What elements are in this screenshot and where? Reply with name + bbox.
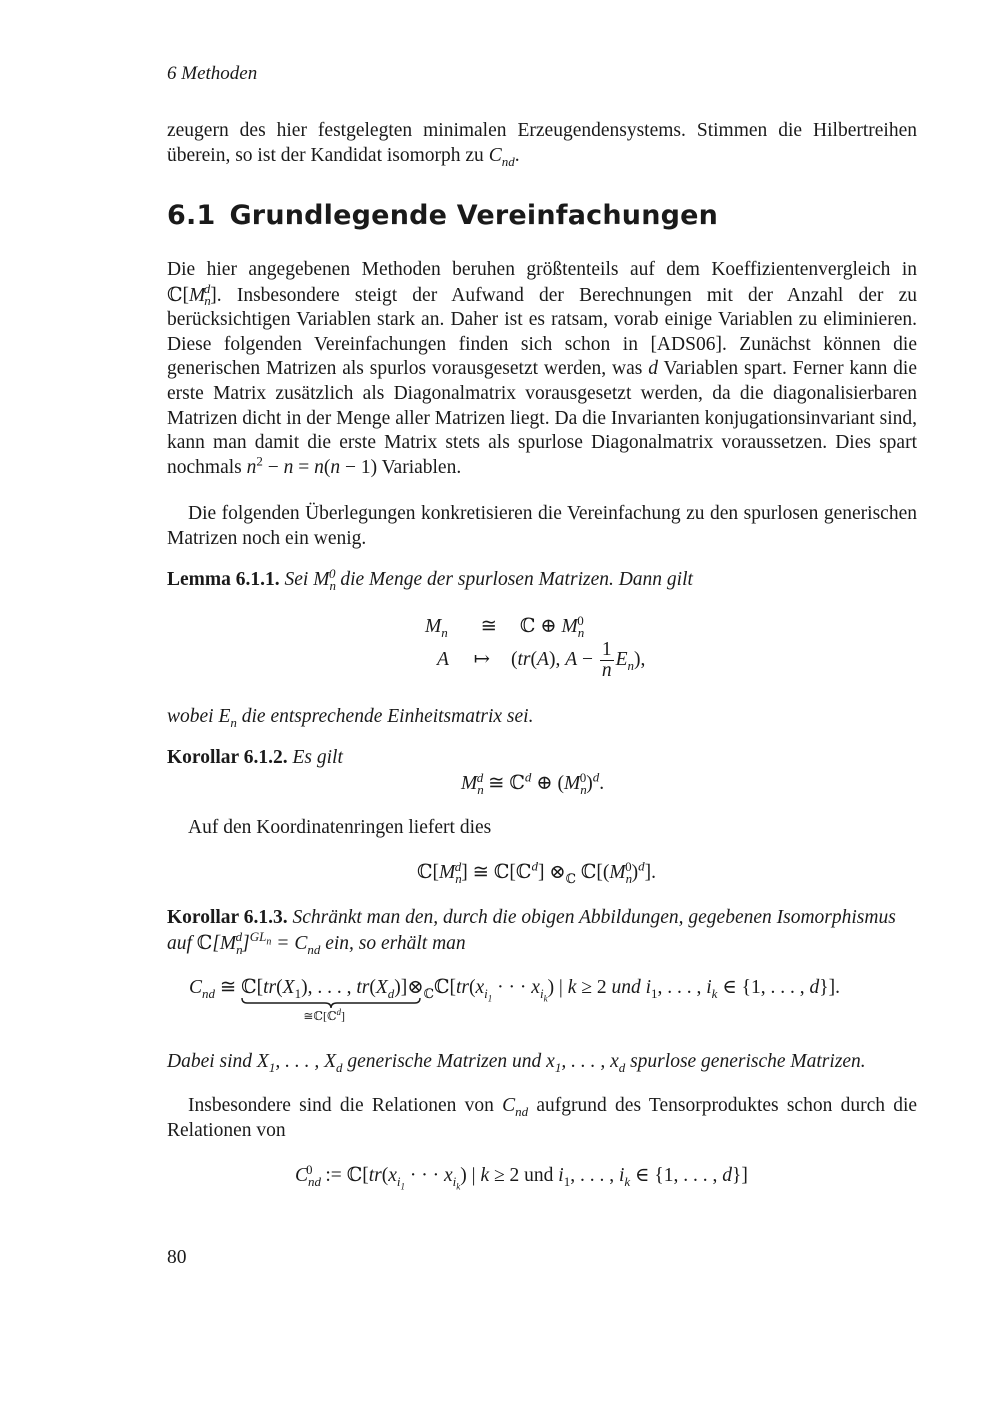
- page-number: 80: [167, 1247, 187, 1268]
- intro-paragraph: zeugern des hier festgelegten minimalen Erzeugendensystems. Stimmen die Hilbertreihen überein, so ist der Kandidat isomorph zu $C_{nd}$.: [167, 120, 917, 169]
- korollar-continuation: Dabei sind $X_1$, . . . , $X_d$ generische Matrizen und $x_1$, . . . , $x_d$ spurlose generische Matrizen.: [167, 1051, 866, 1075]
- korollar-6-1-3: Korollar 6.1.3. Schränkt man den, durch die obigen Abbildungen, gegebenen Isomorphismus auf $ℂ[M_n^d]^{GL_n} = C_{nd}$ ein, so erhält man: [167, 907, 896, 957]
- section-heading: [167, 200, 917, 231]
- equation-cnd0: $C_{nd}^0$ := $ℂ[tr(x_{i_1}$ · · · $x_{i_k}$) | k ≥ 2 und $i_1$, . . . , $i_k$ ∈ {1, . . . , d}]: [295, 1161, 748, 1192]
- paragraph-relations: Insbesondere sind die Relationen von $C_{nd}$ aufgrund des Tensorproduktes schon durch die Relationen von: [167, 1095, 918, 1141]
- underbrace-group: $ℂ[tr(X_1)$, . . . , $tr(X_d)$] ≅ℂ[ℂ$^d$]: [241, 975, 407, 999]
- equation-mn-iso: $M_n$ ≅ ℂ ⊕ $M_n^0$: [425, 612, 585, 640]
- equation-a-map: A ↦ (tr(A), A − $\frac{1}{n}$ $E_n$),: [437, 639, 646, 681]
- running-head: 6 Methoden: [167, 63, 258, 84]
- paragraph-coordinate-rings: Auf den Koordinatenringen liefert dies: [188, 817, 492, 838]
- paragraph-overview: Die folgenden Überlegungen konkretisieren die Vereinfachung zu den spurlosen generischen Matrizen noch ein wenig.: [167, 503, 917, 549]
- korollar-label: Korollar 6.1.3.: [167, 907, 288, 928]
- equation-coordinate-ring: $ℂ[M_n^d]$ ≅ ℂ[ℂ$^d$] $\otimes_ℂ$ $ℂ[(M_n^0)^d]$.: [417, 858, 657, 887]
- section-number: 6.1: [167, 200, 216, 231]
- lemma-6-1-1: Lemma 6.1.1. Sei $M_n^0$ die Menge der spurlosen Matrizen. Dann gilt: [167, 565, 693, 593]
- document-page: [167, 0, 917, 1414]
- lemma-continuation: wobei $E_n$ die entsprechende Einheitsmatrix sei.: [167, 706, 534, 730]
- korollar-label: Korollar 6.1.2.: [167, 747, 288, 768]
- korollar-6-1-2: Korollar 6.1.2. Es gilt: [167, 747, 343, 768]
- underbrace-icon: [241, 997, 421, 1009]
- lemma-label: Lemma 6.1.1.: [167, 569, 280, 590]
- paragraph-methods: Die hier angegebenen Methoden beruhen größtenteils auf dem Koeffizientenvergleich in $ℂ[M_n^d]$. Insbesondere steigt der Aufwand der Berechnungen mit der Anzahl der zu berücksichtigen Variablen stark an. Daher ist es ratsam, vorab einige Variablen zu eliminieren. Diese folgenden Vereinfachungen finden sich schon in [ADS06]. Zunächst können die generischen Matrizen als spurlos vorausgesetzt werden, was d Variablen spart. Ferner kann die erste Matrix zusätzlich als Diagonalmatrix vorausgesetzt werden, da die diagonalisierbaren Matrizen dicht in der Menge aller Matrizen liegt. Da die Invarianten konjugationsinvariant sind, kann man damit die erste Matrix stets als spurlose Diagonalmatrix voraussetzen. Dies spart nochmals $n^2 - n = n(n - 1)$ Variablen.: [167, 259, 918, 478]
- equation-mnd: $M_n^d$ ≅ ℂ$^d$ ⊕ $(M_n^0)^d$.: [461, 769, 605, 797]
- equation-cnd-decomposition: $C_{nd}$ ≅ $ℂ[tr(X_1)$, . . . , $tr(X_d)$] ≅ℂ[ℂ$^d$] $\otimes_ℂℂ[tr(x_{i_1}$ · · · $x_{i_k}$) | k ≥ 2 und $i_1$, . . . , $i_k$ ∈ {1, . . . , d}].: [189, 975, 840, 1023]
- section-title: Grundlegende Vereinfachungen: [229, 200, 719, 231]
